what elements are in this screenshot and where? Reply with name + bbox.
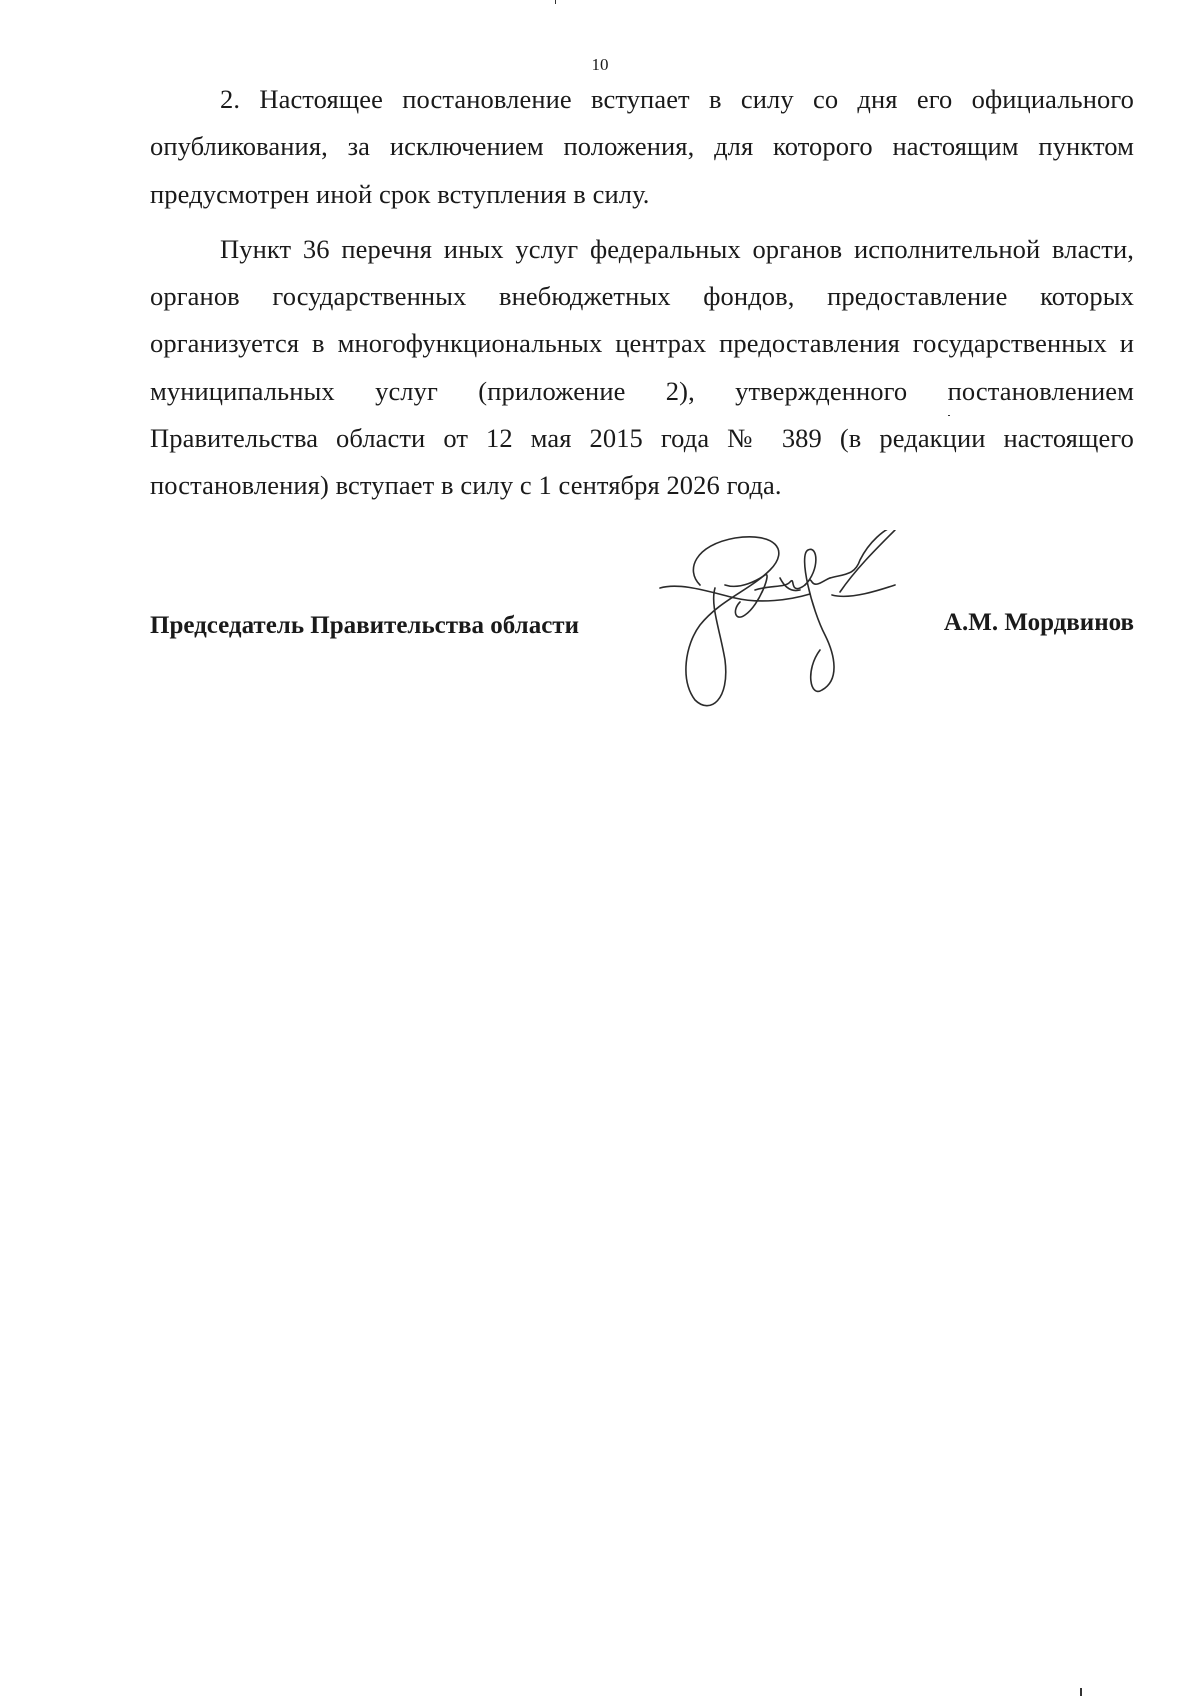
paragraph-item-36: Пункт 36 перечня иных услуг федеральных органов исполнительной власти, органов государственных внебюджетных фондов, предоставление которых организуется в многофункциональных центрах предоставления государственных и муниципальных услуг (приложение 2), утвержденного постановлением Правительства области от 12 мая 2015 года № 389 (в редакции настоящего постановления) вступает в силу с 1 сентября 2026 года.: [150, 233, 1134, 501]
paragraph-effective-date: 2. Настоящее постановление вступает в силу со дня его официального опубликования, за исключением положения, для которого настоящим пунктом предусмотрен иной срок вступления в силу.: [150, 84, 1134, 209]
signer-name: А.М. Мордвинов: [943, 609, 1134, 636]
scan-speck: [555, 0, 556, 4]
handwritten-signature-icon: [640, 530, 970, 740]
page-number: 10: [591, 55, 609, 74]
scan-speck: [1080, 1688, 1082, 1696]
scan-speck: [948, 415, 950, 416]
signer-position: Председатель Правительства области: [150, 612, 579, 639]
document-body: [150, 76, 1134, 510]
